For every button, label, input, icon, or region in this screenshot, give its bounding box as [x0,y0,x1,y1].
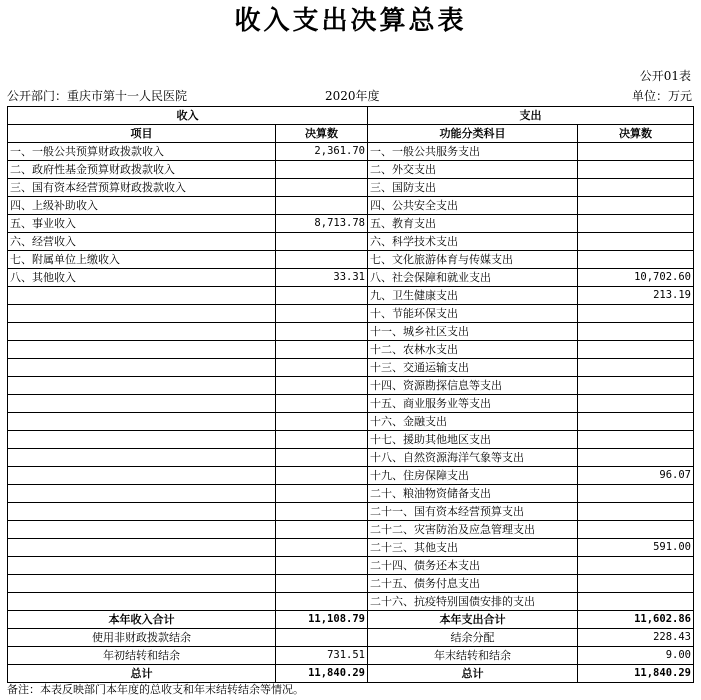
expense-amount-cell [578,503,694,521]
income-item-cell: 四、上级补助收入 [8,197,276,215]
income-amount-cell [276,395,368,413]
expense-item-cell: 六、科学技术支出 [368,233,578,251]
table-row [8,323,694,341]
expense-item-cell: 二十六、抗疫特别国债安排的支出 [368,593,578,611]
table-row [8,269,694,287]
summary-left-value [276,629,368,647]
budget-table [7,106,694,683]
expense-amount-cell [578,521,694,539]
expense-item-cell: 五、教育支出 [368,215,578,233]
summary-left-label: 使用非财政拨款结余 [8,629,276,647]
function-item-header: 功能分类科目 [368,125,578,143]
expense-item-cell: 九、卫生健康支出 [368,287,578,305]
footnote: 备注：本表反映部门本年度的总收支和年末结转结余等情况。 [7,683,304,696]
income-item-cell [8,575,276,593]
table-row [8,575,694,593]
expense-section-header: 支出 [368,107,694,125]
income-item-cell [8,305,276,323]
income-item-cell: 七、附属单位上缴收入 [8,251,276,269]
income-item-cell [8,377,276,395]
income-amount-cell [276,485,368,503]
table-row [8,161,694,179]
expense-amount-cell [578,215,694,233]
income-amount-cell [276,323,368,341]
income-item-cell [8,449,276,467]
table-row [8,197,694,215]
income-amount-cell [276,287,368,305]
summary-left-label: 本年收入合计 [8,611,276,629]
income-item-cell: 五、事业收入 [8,215,276,233]
table-row [8,485,694,503]
table-row [8,413,694,431]
income-item-cell [8,395,276,413]
expense-amount-cell [578,341,694,359]
expense-item-cell: 十七、援助其他地区支出 [368,431,578,449]
expense-amount-cell [578,377,694,395]
amount-header: 决算数 [276,125,368,143]
table-row [8,431,694,449]
table-row [8,287,694,305]
expense-amount-cell [578,143,694,161]
summary-row [8,611,694,629]
income-amount-cell [276,161,368,179]
income-item-cell: 六、经营收入 [8,233,276,251]
income-item-cell: 二、政府性基金预算财政拨款收入 [8,161,276,179]
income-amount-cell: 2,361.70 [276,143,368,161]
expense-item-cell: 十、节能环保支出 [368,305,578,323]
table-row [8,467,694,485]
summary-right-value: 9.00 [578,647,694,665]
summary-right-label: 总计 [368,665,578,683]
income-amount-cell: 33.31 [276,269,368,287]
summary-right-value: 11,602.86 [578,611,694,629]
income-amount-cell [276,413,368,431]
expense-item-cell: 十四、资源勘探信息等支出 [368,377,578,395]
table-row [8,557,694,575]
income-amount-cell [276,521,368,539]
expense-item-cell: 四、公共安全支出 [368,197,578,215]
income-amount-cell [276,197,368,215]
income-amount-cell: 8,713.78 [276,215,368,233]
income-amount-cell [276,557,368,575]
form-number: 公开01表 [639,69,691,83]
expense-amount-cell [578,431,694,449]
expense-item-cell: 一、一般公共服务支出 [368,143,578,161]
income-item-cell: 一、一般公共预算财政拨款收入 [8,143,276,161]
expense-amount-cell [578,575,694,593]
expense-amount-cell [578,557,694,575]
summary-left-value: 11,108.79 [276,611,368,629]
income-amount-cell [276,377,368,395]
table-row [8,233,694,251]
expense-item-cell: 十八、自然资源海洋气象等支出 [368,449,578,467]
table-row [8,305,694,323]
summary-left-label: 年初结转和结余 [8,647,276,665]
income-item-cell: 三、国有资本经营预算财政拨款收入 [8,179,276,197]
summary-left-value: 731.51 [276,647,368,665]
income-amount-cell [276,593,368,611]
summary-right-value: 228.43 [578,629,694,647]
income-amount-cell [276,233,368,251]
expense-amount-cell [578,359,694,377]
table-row [8,449,694,467]
expense-amount-cell [578,305,694,323]
expense-item-cell: 二十三、其他支出 [368,539,578,557]
amount2-header: 决算数 [578,125,694,143]
income-item-cell [8,341,276,359]
expense-amount-cell [578,251,694,269]
table-row [8,539,694,557]
income-item-cell [8,557,276,575]
table-row [8,179,694,197]
year-label: 2020年度 [325,89,380,103]
income-item-cell [8,413,276,431]
income-item-cell [8,359,276,377]
table-row [8,593,694,611]
summary-row [8,629,694,647]
income-amount-cell [276,575,368,593]
expense-item-cell: 十三、交通运输支出 [368,359,578,377]
income-item-cell [8,593,276,611]
income-amount-cell [276,341,368,359]
expense-amount-cell [578,161,694,179]
expense-item-cell: 二十、粮油物资储备支出 [368,485,578,503]
summary-right-label: 本年支出合计 [368,611,578,629]
table-row [8,341,694,359]
income-amount-cell [276,449,368,467]
income-item-cell [8,467,276,485]
income-amount-cell [276,503,368,521]
income-amount-cell [276,359,368,377]
table-row [8,251,694,269]
income-amount-cell [276,467,368,485]
expense-amount-cell [578,395,694,413]
income-amount-cell [276,305,368,323]
expense-amount-cell [578,323,694,341]
expense-item-cell: 八、社会保障和就业支出 [368,269,578,287]
income-item-cell [8,431,276,449]
expense-amount-cell [578,179,694,197]
summary-right-label: 结余分配 [368,629,578,647]
table-row [8,359,694,377]
expense-amount-cell [578,485,694,503]
section-header-row [8,107,694,125]
table-row [8,395,694,413]
income-amount-cell [276,431,368,449]
expense-item-cell: 二、外交支出 [368,161,578,179]
summary-row [8,665,694,683]
expense-item-cell: 十二、农林水支出 [368,341,578,359]
expense-amount-cell [578,593,694,611]
income-item-cell [8,287,276,305]
expense-amount-cell: 96.07 [578,467,694,485]
unit-label: 单位：万元 [631,89,692,103]
table-row [8,215,694,233]
column-header-row [8,125,694,143]
income-section-header: 收入 [8,107,368,125]
summary-row [8,647,694,665]
income-item-cell [8,503,276,521]
income-item-cell: 八、其他收入 [8,269,276,287]
expense-item-cell: 十五、商业服务业等支出 [368,395,578,413]
income-amount-cell [276,251,368,269]
expense-amount-cell [578,197,694,215]
expense-item-cell: 十九、住房保障支出 [368,467,578,485]
expense-item-cell: 十六、金融支出 [368,413,578,431]
table-row [8,377,694,395]
income-item-cell [8,485,276,503]
expense-amount-cell: 10,702.60 [578,269,694,287]
expense-amount-cell [578,413,694,431]
income-item-cell [8,539,276,557]
expense-item-cell: 二十二、灾害防治及应急管理支出 [368,521,578,539]
department-label: 公开部门：重庆市第十一人民医院 [7,89,188,103]
summary-left-value: 11,840.29 [276,665,368,683]
expense-item-cell: 三、国防支出 [368,179,578,197]
income-amount-cell [276,539,368,557]
item-header: 项目 [8,125,276,143]
report-meta [7,88,692,105]
page-title: 收入支出决算总表 [234,6,467,36]
summary-right-label: 年末结转和结余 [368,647,578,665]
summary-left-label: 总计 [8,665,276,683]
table-row [8,143,694,161]
income-amount-cell [276,179,368,197]
income-item-cell [8,323,276,341]
table-row [8,521,694,539]
summary-right-value: 11,840.29 [578,665,694,683]
expense-amount-cell: 213.19 [578,287,694,305]
expense-amount-cell [578,449,694,467]
expense-item-cell: 二十五、债务付息支出 [368,575,578,593]
table-row [8,503,694,521]
expense-item-cell: 十一、城乡社区支出 [368,323,578,341]
expense-item-cell: 二十四、债务还本支出 [368,557,578,575]
expense-item-cell: 七、文化旅游体育与传媒支出 [368,251,578,269]
expense-amount-cell [578,233,694,251]
expense-item-cell: 二十一、国有资本经营预算支出 [368,503,578,521]
income-item-cell [8,521,276,539]
table-body [8,107,694,683]
expense-amount-cell: 591.00 [578,539,694,557]
